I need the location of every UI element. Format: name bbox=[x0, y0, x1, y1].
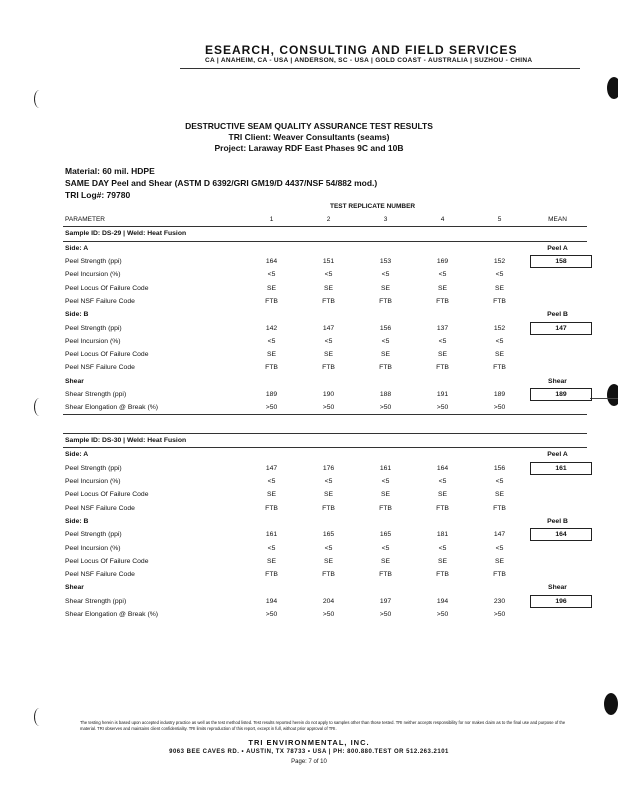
mean-cell bbox=[528, 462, 587, 475]
mean-label: Shear bbox=[548, 584, 567, 592]
sample-id-label: Sample ID: DS-29 | Weld: Heat Fusion bbox=[63, 227, 587, 241]
replicate-value: FTB bbox=[322, 571, 335, 579]
replicate-value: >50 bbox=[243, 401, 300, 415]
replicate-value: 176 bbox=[322, 464, 335, 472]
scan-bracket-icon bbox=[34, 708, 45, 726]
replicate-value: 204 bbox=[322, 597, 335, 605]
table-row bbox=[63, 501, 587, 514]
parameter-name: Shear Strength (ppi) bbox=[65, 391, 127, 398]
replicate-value: <5 bbox=[438, 337, 447, 345]
replicate-value: FTB bbox=[379, 297, 392, 305]
replicate-value: SE bbox=[323, 284, 334, 292]
table-row bbox=[63, 268, 587, 281]
replicate-value: 164 bbox=[436, 464, 449, 472]
column-header-row bbox=[63, 213, 587, 227]
replicate-value: 230 bbox=[493, 597, 506, 605]
mean-cell bbox=[528, 361, 587, 374]
group-title: Shear bbox=[65, 584, 84, 592]
binder-hole-icon bbox=[607, 77, 618, 99]
replicate-value: SE bbox=[494, 351, 505, 359]
group-title: Side: A bbox=[65, 244, 89, 252]
group-header-row bbox=[63, 581, 587, 594]
replicate-value: FTB bbox=[493, 504, 506, 512]
table-row bbox=[63, 568, 587, 581]
replicate-value: <5 bbox=[267, 478, 276, 486]
parameter-name: Peel Locus Of Failure Code bbox=[65, 284, 149, 292]
replicate-value: SE bbox=[437, 557, 448, 565]
column-header: 4 bbox=[414, 213, 471, 227]
replicate-value: <5 bbox=[267, 337, 276, 345]
empty-cell bbox=[357, 308, 414, 321]
replicate-value: 161 bbox=[379, 464, 392, 472]
table-row bbox=[63, 321, 587, 334]
parameter-name: Peel Locus Of Failure Code bbox=[65, 351, 149, 359]
table-row bbox=[63, 335, 587, 348]
replicate-value: >50 bbox=[265, 611, 278, 618]
sample-id-label: Sample ID: DS-30 | Weld: Heat Fusion bbox=[63, 434, 587, 448]
replicate-value: <5 bbox=[438, 544, 447, 552]
replicate-value: 197 bbox=[379, 597, 392, 605]
method-line: SAME DAY Peel and Shear (ASTM D 6392/GRI GM19/D 4437/NSF 54/882 mod.) bbox=[65, 178, 378, 188]
empty-cell bbox=[471, 581, 528, 594]
mean-cell bbox=[528, 528, 587, 541]
sample-header-row bbox=[63, 227, 587, 241]
group-header-row bbox=[63, 308, 587, 321]
column-header: 1 bbox=[243, 213, 300, 227]
empty-cell bbox=[243, 241, 300, 255]
replicate-value: SE bbox=[266, 491, 277, 499]
replicate-value: 194 bbox=[265, 597, 278, 605]
replicate-value: >50 bbox=[357, 401, 414, 415]
parameter-name: Peel NSF Failure Code bbox=[65, 571, 135, 579]
empty-cell bbox=[243, 308, 300, 321]
replicate-value: 194 bbox=[436, 597, 449, 605]
log-number: TRI Log#: 79780 bbox=[65, 190, 131, 200]
mean-cell bbox=[528, 388, 587, 401]
table-row bbox=[63, 388, 587, 401]
replicate-value: 147 bbox=[322, 324, 335, 332]
replicate-value: 189 bbox=[493, 391, 506, 398]
parameter-name: Peel Incursion (%) bbox=[65, 544, 121, 552]
replicate-value: >50 bbox=[471, 401, 528, 415]
parameter-name: Peel Strength (ppi) bbox=[65, 464, 122, 472]
replicate-value: >50 bbox=[436, 611, 449, 618]
replicate-value: 142 bbox=[265, 324, 278, 332]
scan-bracket-icon bbox=[34, 90, 45, 108]
replicate-value: SE bbox=[380, 351, 391, 359]
mean-cell bbox=[528, 475, 587, 488]
replicate-value: FTB bbox=[265, 364, 278, 372]
replicate-value: FTB bbox=[436, 571, 449, 579]
empty-cell bbox=[243, 375, 300, 388]
mean-cell bbox=[528, 335, 587, 348]
empty-cell bbox=[243, 448, 300, 462]
empty-cell bbox=[300, 515, 357, 528]
table-row bbox=[63, 348, 587, 361]
replicate-value: FTB bbox=[436, 364, 449, 372]
table-row bbox=[63, 255, 587, 268]
replicate-value: FTB bbox=[493, 571, 506, 579]
scan-mark bbox=[590, 398, 618, 399]
replicate-value: >50 bbox=[493, 611, 506, 618]
replicate-value: 161 bbox=[265, 531, 278, 539]
mean-label: Peel A bbox=[547, 244, 568, 252]
replicate-value: SE bbox=[494, 557, 505, 565]
replicate-value: <5 bbox=[381, 271, 390, 279]
replicate-value: <5 bbox=[438, 478, 447, 486]
parameter-name: Peel Strength (ppi) bbox=[65, 324, 122, 332]
replicate-header: TEST REPLICATE NUMBER bbox=[330, 203, 416, 210]
empty-cell bbox=[357, 448, 414, 462]
replicate-value: >50 bbox=[322, 611, 335, 618]
material-line: Material: 60 mil. HDPE bbox=[65, 166, 155, 176]
mean-cell bbox=[528, 401, 587, 415]
replicate-value: SE bbox=[494, 491, 505, 499]
replicate-value: FTB bbox=[436, 297, 449, 305]
group-header-row bbox=[63, 515, 587, 528]
replicate-value: 147 bbox=[493, 531, 506, 539]
replicate-value: SE bbox=[323, 557, 334, 565]
mean-label: Peel B bbox=[547, 517, 568, 525]
replicate-value: 152 bbox=[493, 324, 506, 332]
table-row bbox=[63, 595, 587, 608]
group-title: Shear bbox=[65, 377, 84, 385]
parameter-name: Shear Elongation @ Break (%) bbox=[65, 611, 159, 618]
replicate-value: 153 bbox=[379, 258, 392, 266]
report-client: TRI Client: Weaver Consultants (seams) bbox=[228, 132, 390, 142]
table-row bbox=[63, 608, 587, 621]
replicate-value: FTB bbox=[493, 364, 506, 372]
mean-cell bbox=[528, 321, 587, 334]
mean-cell bbox=[528, 488, 587, 501]
table-row bbox=[63, 541, 587, 554]
empty-cell bbox=[357, 581, 414, 594]
group-header-row bbox=[63, 375, 587, 388]
replicate-value: <5 bbox=[381, 544, 390, 552]
mean-cell bbox=[528, 608, 587, 621]
replicate-value: 156 bbox=[493, 464, 506, 472]
replicate-value: 152 bbox=[493, 258, 506, 266]
replicate-value: 188 bbox=[379, 391, 392, 398]
empty-cell bbox=[357, 241, 414, 255]
page-number: Page: 7 of 10 bbox=[291, 759, 327, 765]
mean-value: 164 bbox=[530, 528, 592, 541]
table-row bbox=[63, 462, 587, 475]
empty-cell bbox=[300, 241, 357, 255]
column-header: 5 bbox=[471, 213, 528, 227]
letterhead-title: ESEARCH, CONSULTING AND FIELD SERVICES bbox=[205, 43, 518, 57]
group-header-row bbox=[63, 448, 587, 462]
replicate-value: FTB bbox=[379, 504, 392, 512]
replicate-value: FTB bbox=[379, 571, 392, 579]
disclaimer-text: The testing herein is based upon accepted industry practice as well as the test method listed. Test results reported herein do not apply to samples other than those tested. TRI neither accepts responsibility for nor makes claim as to the final use and purpose of the material. TRI observes and maintains client confidentiality. TRI limits reproduction of this report, except in full, without prior approval of TRI. bbox=[80, 720, 566, 731]
sample-header-row bbox=[63, 434, 587, 448]
replicate-value: SE bbox=[323, 351, 334, 359]
replicate-value: FTB bbox=[322, 504, 335, 512]
mean-cell bbox=[528, 255, 587, 268]
replicate-value: <5 bbox=[495, 337, 504, 345]
parameter-name: Peel Incursion (%) bbox=[65, 271, 121, 279]
mean-cell bbox=[528, 501, 587, 514]
mean-value: 161 bbox=[530, 462, 592, 475]
empty-cell bbox=[414, 581, 471, 594]
replicate-value: <5 bbox=[324, 478, 333, 486]
empty-cell bbox=[471, 515, 528, 528]
replicate-value: >50 bbox=[414, 401, 471, 415]
replicate-value: <5 bbox=[495, 271, 504, 279]
replicate-value: SE bbox=[380, 491, 391, 499]
mean-cell bbox=[528, 281, 587, 294]
column-header: 3 bbox=[357, 213, 414, 227]
replicate-value: <5 bbox=[324, 337, 333, 345]
parameter-name: Peel Strength (ppi) bbox=[65, 531, 122, 539]
replicate-value: FTB bbox=[322, 297, 335, 305]
group-title: Side: B bbox=[65, 517, 89, 525]
parameter-name: Peel Locus Of Failure Code bbox=[65, 557, 149, 565]
mean-cell bbox=[528, 268, 587, 281]
empty-cell bbox=[243, 515, 300, 528]
replicate-value: SE bbox=[266, 284, 277, 292]
mean-cell bbox=[528, 568, 587, 581]
binder-hole-icon bbox=[607, 384, 618, 406]
empty-cell bbox=[357, 375, 414, 388]
replicate-value: <5 bbox=[324, 271, 333, 279]
replicate-value: 165 bbox=[322, 531, 335, 539]
replicate-value: SE bbox=[380, 284, 391, 292]
column-header: MEAN bbox=[528, 213, 587, 227]
group-title: Side: A bbox=[65, 451, 89, 459]
empty-cell bbox=[414, 375, 471, 388]
replicate-value: 191 bbox=[436, 391, 449, 398]
empty-cell bbox=[414, 308, 471, 321]
column-header: 2 bbox=[300, 213, 357, 227]
replicate-value: SE bbox=[437, 284, 448, 292]
replicate-value: FTB bbox=[493, 297, 506, 305]
replicate-value: 169 bbox=[436, 258, 449, 266]
table-row bbox=[63, 295, 587, 308]
mean-cell bbox=[528, 348, 587, 361]
replicate-value: 147 bbox=[265, 464, 278, 472]
parameter-name: Peel Incursion (%) bbox=[65, 478, 121, 486]
footer-address: 9063 BEE CAVES RD. • AUSTIN, TX 78733 • USA | PH: 800.880.TEST OR 512.263.2101 bbox=[169, 749, 449, 755]
mean-label: Peel B bbox=[547, 311, 568, 319]
replicate-value: SE bbox=[380, 557, 391, 565]
parameter-name: Peel NSF Failure Code bbox=[65, 364, 135, 372]
mean-value: 147 bbox=[530, 322, 592, 335]
replicate-value: >50 bbox=[379, 611, 392, 618]
replicate-value: <5 bbox=[267, 271, 276, 279]
replicate-value: SE bbox=[323, 491, 334, 499]
empty-cell bbox=[471, 241, 528, 255]
replicate-value: FTB bbox=[265, 297, 278, 305]
empty-cell bbox=[357, 515, 414, 528]
scan-bracket-icon bbox=[34, 398, 45, 416]
binder-hole-icon bbox=[604, 693, 618, 715]
mean-value: 189 bbox=[530, 388, 592, 401]
mean-cell bbox=[528, 541, 587, 554]
replicate-value: 181 bbox=[436, 531, 449, 539]
replicate-value: 189 bbox=[265, 391, 278, 398]
replicate-value: FTB bbox=[322, 364, 335, 372]
mean-label: Peel A bbox=[547, 451, 568, 459]
parameter-name: Peel NSF Failure Code bbox=[65, 504, 135, 512]
letterhead-rule bbox=[180, 68, 580, 69]
mean-value: 196 bbox=[530, 595, 592, 608]
replicate-value: 164 bbox=[265, 258, 278, 266]
parameter-name: Peel Incursion (%) bbox=[65, 337, 121, 345]
group-header-row bbox=[63, 241, 587, 255]
replicate-value: <5 bbox=[324, 544, 333, 552]
empty-cell bbox=[414, 448, 471, 462]
replicate-value: 190 bbox=[322, 391, 335, 398]
table-row bbox=[63, 361, 587, 374]
replicate-value: FTB bbox=[379, 364, 392, 372]
empty-cell bbox=[414, 241, 471, 255]
column-header: PARAMETER bbox=[63, 213, 243, 227]
table-row bbox=[63, 555, 587, 568]
letterhead-locations: CA | ANAHEIM, CA - USA | ANDERSON, SC - USA | GOLD COAST - AUSTRALIA | SUZHOU - CHINA bbox=[205, 57, 533, 64]
results-table-1 bbox=[63, 213, 587, 415]
replicate-value: SE bbox=[494, 284, 505, 292]
mean-cell bbox=[528, 555, 587, 568]
replicate-value: <5 bbox=[267, 544, 276, 552]
mean-value: 158 bbox=[530, 255, 592, 268]
replicate-value: 151 bbox=[322, 258, 335, 266]
replicate-value: SE bbox=[437, 351, 448, 359]
replicate-value: <5 bbox=[495, 478, 504, 486]
replicate-value: <5 bbox=[381, 337, 390, 345]
empty-cell bbox=[300, 448, 357, 462]
table-row bbox=[63, 488, 587, 501]
empty-cell bbox=[300, 308, 357, 321]
replicate-value: 165 bbox=[379, 531, 392, 539]
table-row bbox=[63, 528, 587, 541]
parameter-name: Peel Locus Of Failure Code bbox=[65, 491, 149, 499]
replicate-value: <5 bbox=[495, 544, 504, 552]
table-row bbox=[63, 281, 587, 294]
replicate-value: >50 bbox=[300, 401, 357, 415]
replicate-value: FTB bbox=[265, 571, 278, 579]
results-table-2 bbox=[63, 433, 587, 621]
parameter-name: Peel Strength (ppi) bbox=[65, 258, 122, 266]
replicate-value: 137 bbox=[436, 324, 449, 332]
footer-company: TRI ENVIRONMENTAL, INC. bbox=[248, 738, 370, 747]
empty-cell bbox=[243, 581, 300, 594]
group-title: Side: B bbox=[65, 311, 89, 319]
replicate-value: <5 bbox=[381, 478, 390, 486]
parameter-name: Peel NSF Failure Code bbox=[65, 297, 135, 305]
replicate-value: SE bbox=[266, 557, 277, 565]
replicate-value: <5 bbox=[438, 271, 447, 279]
empty-cell bbox=[300, 375, 357, 388]
replicate-value: FTB bbox=[265, 504, 278, 512]
replicate-value: 156 bbox=[379, 324, 392, 332]
report-title: DESTRUCTIVE SEAM QUALITY ASSURANCE TEST RESULTS bbox=[185, 121, 433, 131]
empty-cell bbox=[471, 308, 528, 321]
mean-cell bbox=[528, 595, 587, 608]
empty-cell bbox=[471, 448, 528, 462]
empty-cell bbox=[414, 515, 471, 528]
mean-label: Shear bbox=[548, 377, 567, 385]
mean-cell bbox=[528, 295, 587, 308]
replicate-value: SE bbox=[437, 491, 448, 499]
parameter-name: Shear Elongation @ Break (%) bbox=[63, 401, 243, 415]
empty-cell bbox=[300, 581, 357, 594]
report-project: Project: Laraway RDF East Phases 9C and 10B bbox=[214, 143, 404, 153]
replicate-value: SE bbox=[266, 351, 277, 359]
table-row bbox=[63, 401, 587, 415]
table-row bbox=[63, 475, 587, 488]
parameter-name: Shear Strength (ppi) bbox=[65, 597, 127, 605]
empty-cell bbox=[471, 375, 528, 388]
replicate-value: FTB bbox=[436, 504, 449, 512]
